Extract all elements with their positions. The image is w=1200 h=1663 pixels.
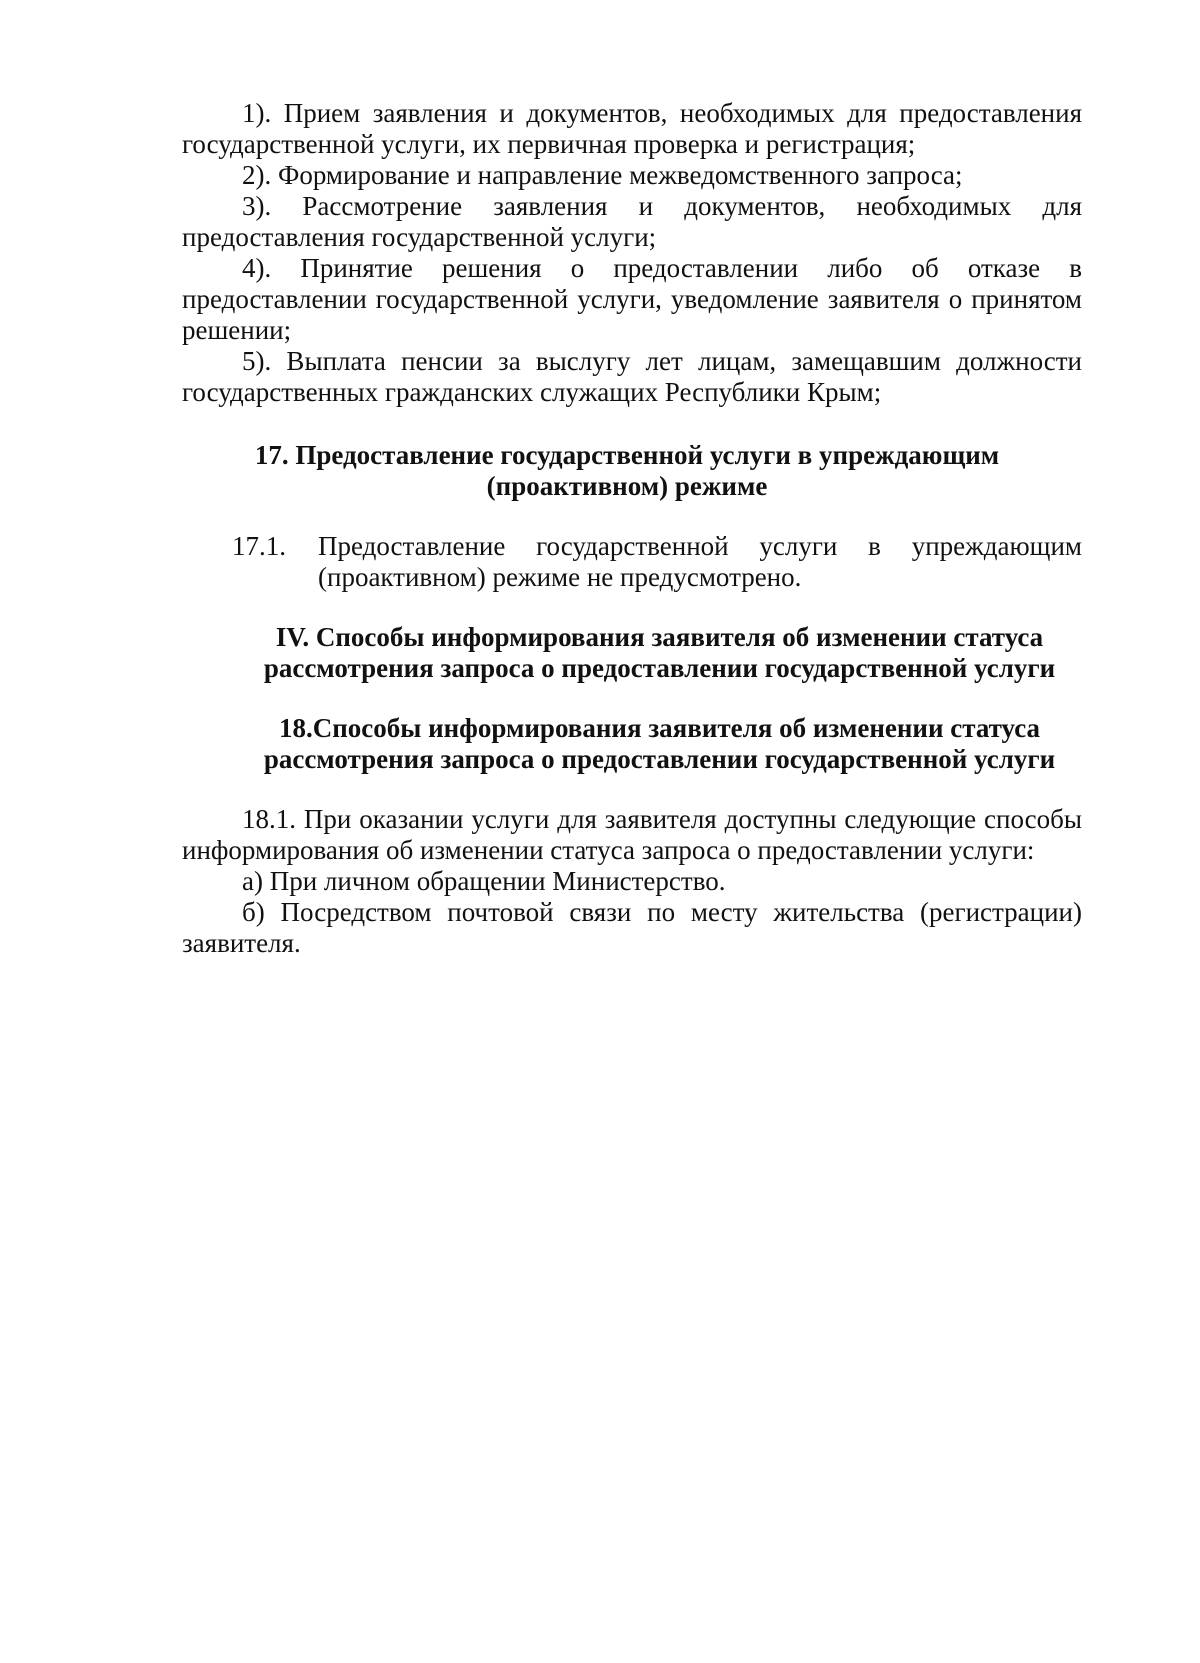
document-body bbox=[182, 98, 1082, 959]
section-18-heading: 18.Способы информирования заявителя об изменении статуса рассмотрения запроса о предоставлении государственной услуги bbox=[263, 713, 1056, 774]
section-18-item-text: 18.1. При оказании услуги для заявителя доступны следующие способы информирования об изменении статуса запроса о предоставлении услуги: bbox=[182, 804, 1082, 865]
section-18-option-b: б) Посредством почтовой связи по месту жительства (регистрации) заявителя. bbox=[182, 897, 1082, 958]
list-item-5: 5). Выплата пенсии за выслугу лет лицам, замещавшим должности государственных гражданских служащих Республики Крым; bbox=[182, 346, 1082, 407]
list-item-2: 2). Формирование и направление межведомственного запроса; bbox=[242, 160, 963, 190]
section-18-option-a: а) При личном обращении Министерство. bbox=[242, 866, 726, 896]
section-17-item bbox=[182, 531, 1082, 593]
section-iv-heading: IV. Способы информирования заявителя об изменении статуса рассмотрения запроса о предоставлении государственной услуги bbox=[263, 622, 1056, 683]
list-item-3: 3). Рассмотрение заявления и документов, необходимых для предоставления государственной услуги; bbox=[182, 191, 1082, 252]
section-17-item-text: Предоставление государственной услуги в упреждающим (проактивном) режиме не предусмотрено. bbox=[318, 531, 1082, 592]
section-17-heading: 17. Предоставление государственной услуги в упреждающим (проактивном) режиме bbox=[254, 440, 1000, 501]
list-item-1: 1). Прием заявления и документов, необходимых для предоставления государственной услуги, их первичная проверка и регистрация; bbox=[182, 98, 1082, 159]
list-item-4: 4). Принятие решения о предоставлении либо об отказе в предоставлении государственной услуги, уведомление заявителя о принятом решении; bbox=[182, 253, 1082, 345]
section-17-item-number: 17.1. bbox=[232, 531, 286, 561]
